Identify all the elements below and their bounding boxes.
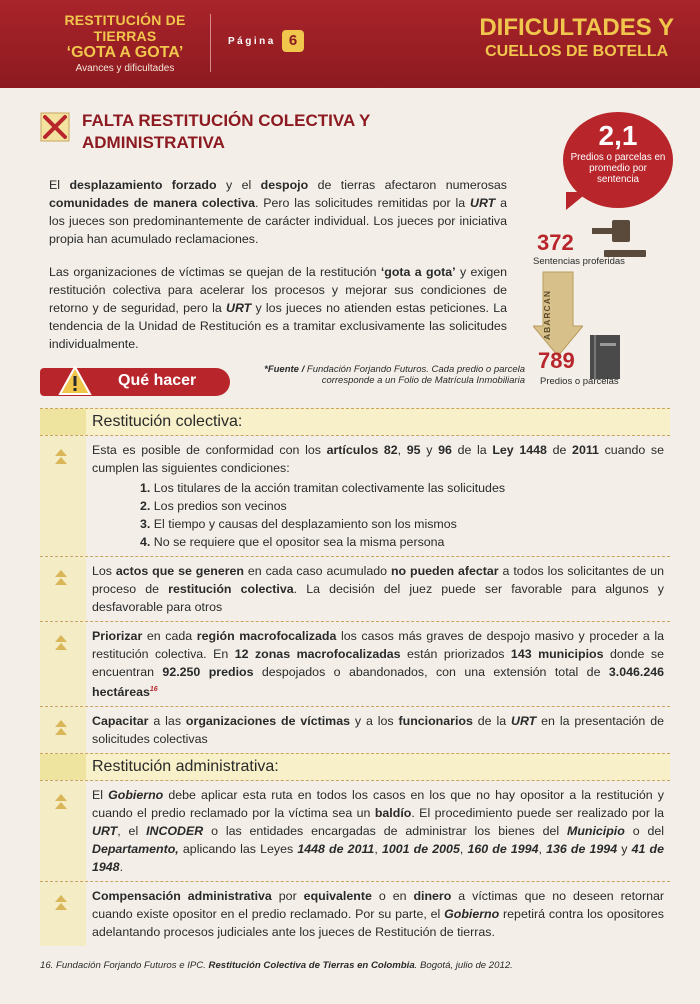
intro-paragraph-2 <box>49 263 507 353</box>
text-run: a víctimas que no deseen retornar cuando existe opositor en el predio reclamado. Por su parte, el <box>92 889 664 922</box>
bold-run: 1448 de 2011 <box>297 842 375 857</box>
text-run: a las <box>148 714 186 729</box>
text-run: despojados o abandonados, con una extensión total de <box>253 665 609 679</box>
text-run: de la <box>472 714 511 729</box>
text-run: de tierras afectaron numerosas <box>308 178 508 192</box>
text-run: Las organizaciones de víctimas se quejan de la restitución <box>49 265 381 279</box>
average-number: 2,1 <box>598 120 638 151</box>
table-row <box>40 435 670 556</box>
row-marker <box>40 436 86 556</box>
bold-run: Ley 1448 <box>492 443 547 457</box>
list-text: Los predios son vecinos <box>150 499 287 513</box>
bold-run: 136 de 1994 <box>546 842 618 857</box>
actions-table <box>40 408 670 946</box>
text-run: donde se encuentran <box>92 647 664 679</box>
text-run: en la presentación de solicitudes colectivas <box>92 714 665 747</box>
double-triangle-icon <box>54 634 68 652</box>
page-label: Página <box>228 36 276 47</box>
section-title-line1: FALTA RESTITUCIÓN COLECTIVA Y <box>82 111 371 130</box>
list-text: Los titulares de la acción tramitan colectivamente las solicitudes <box>150 481 506 495</box>
table-row <box>40 706 670 753</box>
text-run: . El procedimiento puede ser realizado por la <box>411 806 664 821</box>
bold-run: 2011 <box>572 443 599 457</box>
bold-run: no pueden afectar <box>390 564 499 578</box>
bold-run: 41 de 1948 <box>92 842 665 875</box>
bold-run: organizaciones de víctimas <box>185 714 350 729</box>
sentencias-number: 372 <box>537 230 574 255</box>
predios-number: 789 <box>538 348 575 373</box>
header-divider <box>210 14 211 72</box>
warning-icon <box>58 364 92 398</box>
text-run: en cada <box>142 629 197 643</box>
bold-run: URT <box>511 714 537 729</box>
bold-run: URT <box>470 196 496 210</box>
text-run: Los <box>92 564 116 578</box>
bold-run: actos que se generen <box>115 564 244 578</box>
bold-run: Compensación administrativa <box>92 889 272 904</box>
text-run: El <box>92 788 109 803</box>
text-run: , <box>374 842 382 857</box>
text-run: o del <box>624 824 664 839</box>
average-label: Predios o parcelas en promedio por sentencia <box>570 152 666 185</box>
predios-label: Predios o parcelas <box>540 376 619 387</box>
text-run: aplicando las Leyes <box>178 842 298 857</box>
chapter-title-line1: DIFICULTADES Y <box>479 14 674 41</box>
que-hacer-banner <box>40 368 230 396</box>
bold-run: Capacitar <box>92 714 149 729</box>
double-triangle-icon <box>54 719 68 737</box>
footnote-bold: Restitución Colectiva de Tierras en Colombia <box>208 960 415 971</box>
bold-run: 96 <box>438 443 452 457</box>
x-mark-icon <box>40 112 70 142</box>
heading-administrativa: Restitución administrativa: <box>92 758 279 776</box>
text-run: repetirá contra los opositores adelantando procesos judiciales ante los jueces de Restitución de tierras. <box>92 907 664 940</box>
text-run: , <box>397 443 407 457</box>
table-cell <box>86 781 670 881</box>
footnote-ref: 16 <box>149 686 158 693</box>
list-number: 2. <box>140 499 151 513</box>
footnote-text: 16. Fundación Forjando Futuros e IPC. <box>40 960 209 971</box>
publication-title <box>40 12 210 75</box>
text-run: y el <box>216 178 261 192</box>
text-run: . <box>119 860 124 875</box>
bold-run: artículos 82 <box>326 443 398 457</box>
intro-paragraph-1 <box>49 176 507 248</box>
text-run: . Pero las solicitudes remitidas por la <box>254 196 470 210</box>
bold-run: Departamento, <box>92 842 179 857</box>
table-cell <box>86 882 670 946</box>
sentencias-label: Sentencias proferidas <box>533 256 625 267</box>
bold-run: despojo <box>260 178 309 192</box>
chapter-title <box>479 14 674 62</box>
row-marker <box>40 557 86 621</box>
bold-run: comunidades de manera colectiva <box>49 196 255 210</box>
text-run: debe aplicar esta ruta en todos los casos en los que no hay opositor a la restitución y cuando el predio reclamado por la víctima sea un <box>92 788 664 821</box>
bold-run: 3.046.246 hectáreas <box>92 665 665 700</box>
publication-title-line2: ‘GOTA A GOTA’ <box>66 44 184 61</box>
bold-run: dinero <box>413 889 452 904</box>
text-run: . La decisión del juez puede ser favorable para algunos y desfavorable para otros <box>92 582 664 614</box>
section-title-line2: ADMINISTRATIVA <box>82 133 225 152</box>
bold-run: Priorizar <box>92 629 143 643</box>
bold-run: equivalente <box>303 889 372 904</box>
text-run: y <box>617 842 632 857</box>
bold-run: INCODER <box>146 824 204 839</box>
text-run: o las entidades encargadas de administrar los bienes del <box>203 824 567 839</box>
source-text: Fundación Forjando Futuros. Cada predio o parcela corresponde a un Folio de Matrícula Inmobiliaria <box>304 364 525 386</box>
bold-run: 95 <box>406 443 421 457</box>
text-run: , <box>459 842 468 857</box>
bold-run: región macrofocalizada <box>196 629 337 643</box>
text-run: y exigen restitución colectiva para acelerar los procesos y mejorar sus condiciones de retorno y de seguridad, pero la <box>49 265 508 315</box>
abarcan-label: ABARCAN <box>542 290 552 340</box>
bold-run: funcionarios <box>398 714 473 729</box>
text-run: a los jueces son predominantemente de carácter individual. Los jueces por iniciativa propia han acumulado reclamaciones. <box>49 196 507 246</box>
section-title <box>82 110 382 154</box>
text-run: están priorizados <box>400 647 511 661</box>
publication-subtitle: Avances y dificultades <box>75 63 175 74</box>
table-row <box>40 556 670 621</box>
text-run: de la <box>451 443 493 457</box>
bold-run: 160 de 1994 <box>467 842 539 857</box>
bold-run: 92.250 predios <box>162 665 254 679</box>
list-item <box>140 515 664 533</box>
table-heading-row <box>40 753 670 780</box>
bold-run: ‘gota a gota’ <box>380 265 456 279</box>
text-run: , el <box>117 824 147 839</box>
text-run: Esta es posible de conformidad con los <box>92 443 327 457</box>
bold-run: baldío <box>374 806 412 821</box>
page-number: 6 <box>282 30 304 52</box>
list-text: El tiempo y causas del desplazamiento son los mismos <box>150 517 457 531</box>
row-marker <box>40 707 86 753</box>
table-cell <box>86 436 670 556</box>
book-icon <box>588 333 622 381</box>
text-run: y <box>420 443 439 457</box>
text-run: por <box>271 889 304 904</box>
text-run: o en <box>371 889 414 904</box>
list-item <box>140 533 664 551</box>
heading-colectiva: Restitución colectiva: <box>92 413 243 430</box>
table-heading-row <box>40 408 670 435</box>
footnote-text: . Bogotá, julio de 2012. <box>414 960 513 971</box>
gavel-icon <box>590 218 650 258</box>
double-triangle-icon <box>54 894 68 912</box>
table-cell <box>86 557 670 621</box>
table-cell <box>86 622 670 706</box>
chapter-title-line2: CUELLOS DE BOTELLA <box>485 43 669 60</box>
text-run: los casos más graves de despojo masivo y proceder a la restitución colectiva. En <box>92 629 664 661</box>
page-header <box>0 0 700 88</box>
bold-run: 143 municipios <box>510 647 604 661</box>
bold-run: Gobierno <box>108 788 164 803</box>
list-text: No se requiere que el opositor sea la misma persona <box>150 535 445 549</box>
double-triangle-icon <box>54 569 68 587</box>
text-run: de <box>546 443 573 457</box>
text-run: a todos los solicitantes de un proceso de <box>92 564 664 596</box>
conditions-list <box>140 479 664 551</box>
text-run: El <box>49 178 70 192</box>
bold-run: restitución colectiva <box>168 582 294 596</box>
row-marker <box>40 622 86 706</box>
text-run: , <box>538 842 547 857</box>
bold-run: URT <box>226 301 252 315</box>
list-item <box>140 479 664 497</box>
table-row <box>40 881 670 946</box>
source-note <box>250 364 525 386</box>
text-run: y a los <box>349 714 399 729</box>
bold-run: Municipio <box>567 824 625 839</box>
list-number: 3. <box>140 517 151 531</box>
table-row <box>40 780 670 881</box>
double-triangle-icon <box>54 448 68 466</box>
row-marker <box>40 409 86 435</box>
text-run: cuando se cumplen las siguientes condiciones: <box>92 443 665 475</box>
text-run: y los jueces no atienden estas peticiones. La tendencia de la Unidad de Restitución es a tramitar exclusivamente las solicitudes individualmente. <box>49 301 507 351</box>
list-number: 4. <box>140 535 151 549</box>
double-triangle-icon <box>54 793 68 811</box>
table-cell <box>86 707 670 753</box>
row-marker <box>40 781 86 881</box>
source-label: *Fuente / <box>264 364 305 375</box>
que-hacer-label: Qué hacer <box>118 372 197 389</box>
average-bubble <box>563 112 673 208</box>
bold-run: 12 zonas macrofocalizadas <box>234 647 401 661</box>
footnote <box>40 960 513 971</box>
list-item <box>140 497 664 515</box>
row-marker <box>40 754 86 780</box>
bold-run: Gobierno <box>444 907 500 922</box>
text-run: en cada caso acumulado <box>244 564 391 578</box>
list-number: 1. <box>140 481 151 495</box>
bold-run: 1001 de 2005 <box>381 842 460 857</box>
table-row <box>40 621 670 706</box>
publication-title-line1: RESTITUCIÓN DE TIERRAS <box>64 12 186 44</box>
bold-run: URT <box>92 824 118 839</box>
row-marker <box>40 882 86 946</box>
bold-run: desplazamiento forzado <box>69 178 217 192</box>
